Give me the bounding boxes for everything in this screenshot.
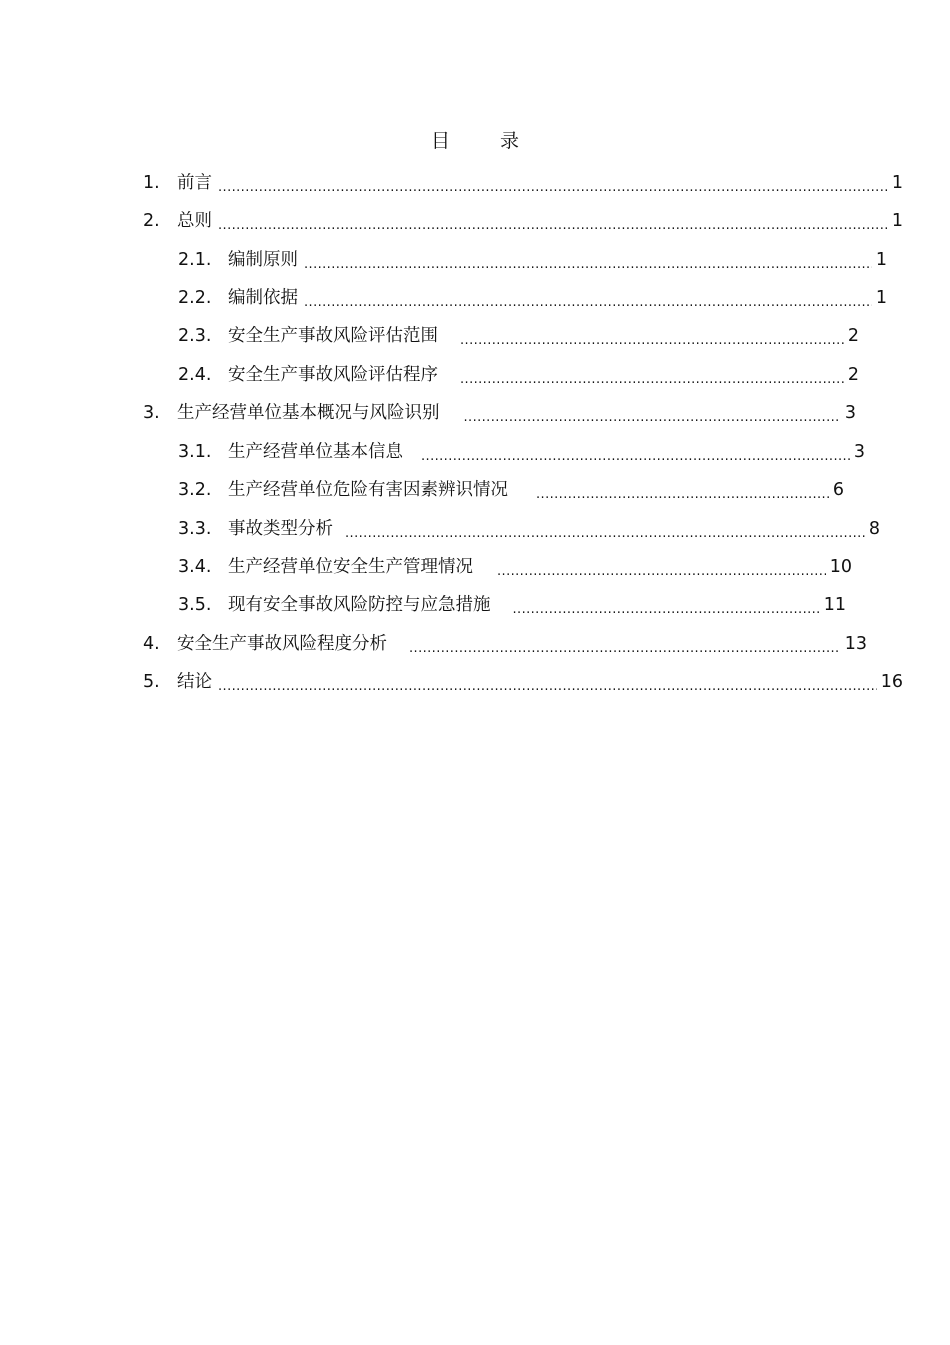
toc-entry[interactable] bbox=[178, 319, 859, 349]
toc-entry[interactable] bbox=[178, 281, 887, 311]
toc-entry-number: 2.4. bbox=[178, 365, 212, 385]
toc-entry-label: 生产经营单位安全生产管理情况 bbox=[228, 557, 473, 577]
toc-entry[interactable] bbox=[143, 627, 867, 657]
toc-entry-page: 6 bbox=[832, 480, 844, 500]
toc-entry-number: 2. bbox=[143, 211, 160, 231]
toc-entry-label: 安全生产事故风险程度分析 bbox=[177, 634, 387, 654]
toc-entry-page: 2 bbox=[847, 326, 859, 346]
toc-entry[interactable] bbox=[143, 204, 903, 234]
toc-dot-leader bbox=[304, 285, 872, 311]
toc-entry-label: 编制依据 bbox=[228, 288, 298, 308]
toc-entry-page: 1 bbox=[891, 173, 903, 193]
toc-entry[interactable] bbox=[143, 166, 903, 196]
toc-entry-label: 安全生产事故风险评估程序 bbox=[228, 365, 438, 385]
toc-dot-leader bbox=[464, 400, 841, 426]
toc-entry-number: 3.1. bbox=[178, 442, 212, 462]
toc-dot-leader bbox=[218, 208, 888, 234]
toc-entry-number: 3.2. bbox=[178, 480, 212, 500]
toc-entry-number: 2.3. bbox=[178, 326, 212, 346]
toc-dot-leader bbox=[218, 669, 877, 695]
toc-entry-label: 生产经营单位基本信息 bbox=[228, 442, 403, 462]
toc-entry-page: 8 bbox=[868, 519, 880, 539]
toc-title: 目 录 bbox=[430, 130, 542, 152]
toc-entry-number: 2.1. bbox=[178, 250, 212, 270]
toc-entry-page: 1 bbox=[875, 250, 887, 270]
toc-entry-label: 结论 bbox=[177, 672, 212, 692]
toc-entry-number: 3.4. bbox=[178, 557, 212, 577]
toc-entry[interactable] bbox=[143, 665, 903, 695]
toc-dot-leader bbox=[409, 631, 841, 657]
toc-dot-leader bbox=[345, 516, 865, 542]
toc-dot-leader bbox=[513, 592, 820, 618]
toc-entry-page: 3 bbox=[844, 403, 856, 423]
toc-entry[interactable] bbox=[178, 512, 880, 542]
toc-entry[interactable] bbox=[178, 550, 852, 580]
toc-entry[interactable] bbox=[178, 243, 887, 273]
toc-entry-label: 生产经营单位基本概况与风险识别 bbox=[177, 403, 440, 423]
toc-entry[interactable] bbox=[178, 358, 859, 388]
toc-entry[interactable] bbox=[178, 435, 865, 465]
toc-entry-label: 现有安全事故风险防控与应急措施 bbox=[228, 595, 491, 615]
toc-entry-label: 生产经营单位危险有害因素辨识情况 bbox=[228, 480, 508, 500]
toc-entry-number: 5. bbox=[143, 672, 160, 692]
toc-entry-page: 3 bbox=[853, 442, 865, 462]
toc-entry-page: 11 bbox=[823, 595, 846, 615]
toc-entry-page: 13 bbox=[844, 634, 867, 654]
toc-dot-leader bbox=[304, 247, 872, 273]
toc-entry-number: 3.3. bbox=[178, 519, 212, 539]
toc-dot-leader bbox=[421, 439, 850, 465]
toc-entry[interactable] bbox=[178, 473, 844, 503]
toc-entry-label: 事故类型分析 bbox=[228, 519, 333, 539]
toc-entry-page: 10 bbox=[829, 557, 852, 577]
toc-entry-number: 4. bbox=[143, 634, 160, 654]
toc-dot-leader bbox=[460, 362, 844, 388]
toc-entry[interactable] bbox=[178, 588, 846, 618]
toc-entry-number: 3. bbox=[143, 403, 160, 423]
toc-entry-page: 2 bbox=[847, 365, 859, 385]
toc-dot-leader bbox=[460, 323, 844, 349]
toc-entry-number: 1. bbox=[143, 173, 160, 193]
toc-entry-label: 总则 bbox=[177, 211, 212, 231]
toc-entry-label: 安全生产事故风险评估范围 bbox=[228, 326, 438, 346]
toc-entry-page: 16 bbox=[880, 672, 903, 692]
toc-entry-label: 前言 bbox=[177, 173, 212, 193]
toc-dot-leader bbox=[536, 477, 829, 503]
toc-entry-page: 1 bbox=[891, 211, 903, 231]
toc-entry-label: 编制原则 bbox=[228, 250, 298, 270]
toc-entry[interactable] bbox=[143, 396, 856, 426]
toc-dot-leader bbox=[497, 554, 826, 580]
toc-dot-leader bbox=[218, 170, 888, 196]
toc-entry-number: 3.5. bbox=[178, 595, 212, 615]
toc-entry-number: 2.2. bbox=[178, 288, 212, 308]
toc-entry-page: 1 bbox=[875, 288, 887, 308]
